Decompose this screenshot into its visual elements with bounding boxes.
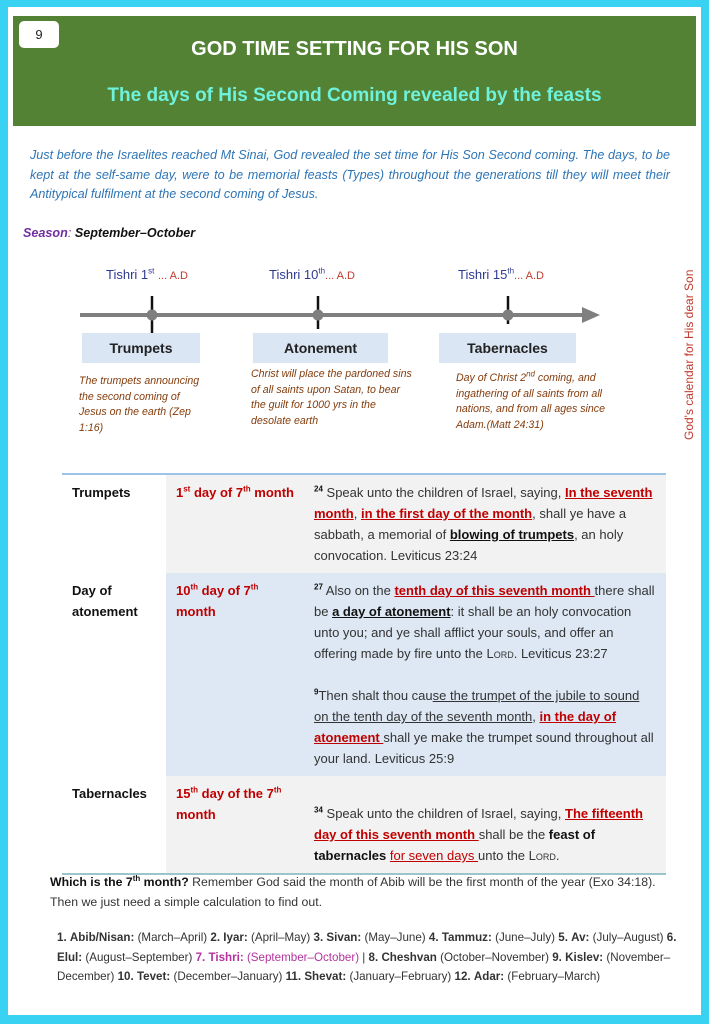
month-entry: 9. Kislev: (November–December)	[57, 950, 671, 983]
verse-text: unto the	[478, 848, 529, 863]
month-entry: 2. Iyar: (April–May)	[210, 931, 311, 944]
feast-name-cell: Trumpets	[62, 474, 166, 573]
feast-day-cell: 15th day of the 7th month	[166, 776, 304, 874]
verse-text: Also on the	[322, 583, 395, 598]
page-title: GOD TIME SETTING FOR HIS SON	[191, 38, 518, 60]
header-banner	[13, 16, 696, 126]
verse-text: blowing of trumpets	[449, 527, 575, 542]
scripture-cell	[304, 573, 666, 776]
page-number-badge: 9	[19, 21, 59, 48]
table-row	[62, 474, 666, 573]
scripture-verse	[314, 482, 656, 566]
verse-text: ,	[353, 506, 361, 521]
verse-number: 34	[314, 805, 323, 815]
feast-desc-tabernacles: Day of Christ 2nd coming, and ingathering of all saints from all nations, and from all ages since Adam.(Matt 24:31)	[456, 369, 605, 431]
verse-text: Speak unto the children of Israel, saying,	[322, 485, 565, 500]
verse-text: In the seventh month	[314, 485, 653, 521]
feast-desc-atonement: Christ will place the pardoned sins of all saints upon Satan, to bear the guilt for 1000 yrs in the desolate earth	[251, 368, 412, 427]
month-entry: 5. Av: (July–August)	[558, 931, 664, 944]
feast-desc-trumpets: The trumpets announcing the second coming of Jesus on the earth (Zep 1:16)	[79, 375, 200, 434]
verse-text: in the day of atonement	[314, 709, 617, 745]
table-row	[62, 573, 666, 776]
verse-text: , an holy convocation. Leviticus 23:24	[314, 527, 624, 563]
hebrew-months-list	[57, 928, 677, 987]
month-entry: 6. Elul: (August–September)	[57, 931, 677, 964]
feast-box-atonement: Atonement	[253, 333, 388, 363]
intro-paragraph: Just before the Israelites reached Mt Sinai, God revealed the set time for His Son Second coming. The days, to be kept at the self-same day, were to be memorial feasts (Types) throughout the generations till they will meet their Antitypical fulfilment at the second coming of Jesus.	[30, 148, 670, 201]
page-subtitle: The days of His Second Coming revealed by the feasts	[107, 85, 602, 106]
season-line: Season: September–October	[23, 226, 196, 240]
verse-text: .	[555, 848, 560, 863]
feast-box-tabernacles: Tabernacles	[439, 333, 576, 363]
verse-number: 27	[314, 582, 323, 592]
scripture-cell	[304, 776, 666, 874]
verse-text: : it shall be an holy convocation unto you; and ye shall afflict your souls, and offer an offering made by fire unto the	[314, 604, 632, 661]
month-entry: 4. Tammuz: (June–July)	[428, 931, 556, 944]
month-entry: 10. Tevet: (December–January)	[117, 970, 283, 983]
seventh-month-question: Which is the 7th month? Remember God said the month of Abib will be the first month of the year (Exo 34:18). Then we just need a simple calculation to find out.	[50, 873, 656, 909]
scripture-cell	[304, 474, 666, 573]
verse-text: . Leviticus 23:27	[513, 646, 608, 661]
scripture-verse	[314, 803, 656, 866]
verse-text: The fifteenth day of this seventh month	[314, 806, 643, 842]
verse-text: there shall be	[314, 583, 655, 619]
verse-text: ,	[532, 709, 540, 724]
verse-text: , shall ye have a sabbath, a memorial of	[314, 506, 627, 542]
verse-text: a day of atonement	[332, 604, 451, 619]
timeline-date-2: Tishri 10th... A.D	[269, 266, 356, 282]
verse-text: Lord	[486, 646, 514, 661]
feast-day-cell: 1st day of 7th month	[166, 474, 304, 573]
verse-text: Lord	[528, 848, 556, 863]
table-row	[62, 776, 666, 874]
month-separator: |	[359, 950, 369, 964]
verse-text: for seven days	[389, 848, 479, 863]
verse-text: tenth day of this seventh month	[394, 583, 595, 598]
month-entry: 1. Abib/Nisan: (March–April)	[57, 931, 208, 944]
verse-text: Speak unto the children of Israel, saying,	[322, 806, 565, 821]
verse-number: 24	[314, 484, 323, 494]
feast-day-cell: 10th day of 7th month	[166, 573, 304, 776]
scripture-verse	[314, 580, 656, 664]
feast-box-trumpets: Trumpets	[82, 333, 200, 363]
verse-number: 9	[314, 687, 319, 697]
verse-text: feast of tabernacles	[314, 827, 596, 863]
verse-text: Then shalt thou cau	[318, 688, 433, 703]
timeline-date-3: Tishri 15th... A.D	[458, 266, 545, 282]
season-value: September–October	[74, 226, 196, 240]
feast-name-cell: Day of atonement	[62, 573, 166, 776]
verse-text: shall ye make the trumpet sound throughout all your land. Leviticus 25:9	[314, 730, 654, 766]
verse-text: in the first day of the month	[360, 506, 533, 521]
month-entry: 7. Tishri: (September–October)	[195, 950, 360, 964]
side-caption: God's calendar for His dear Son	[682, 269, 696, 440]
verse-text: shall be the	[478, 827, 549, 842]
timeline-date-1: Tishri 1st ... A.D	[106, 266, 188, 282]
month-entry: 8. Cheshvan (October–November)	[368, 950, 549, 964]
month-entry: 12. Adar: (February–March)	[454, 970, 601, 983]
feast-name-cell: Tabernacles	[62, 776, 166, 874]
month-entry: 3. Sivan: (May–June)	[313, 931, 426, 944]
scripture-verse	[314, 685, 656, 769]
month-entry: 11. Shevat: (January–February)	[285, 970, 452, 983]
season-label: Season	[23, 226, 68, 240]
feasts-table	[62, 473, 666, 875]
verse-text: se the trumpet of the jubile to sound on the tenth day of the seventh month	[314, 688, 640, 724]
